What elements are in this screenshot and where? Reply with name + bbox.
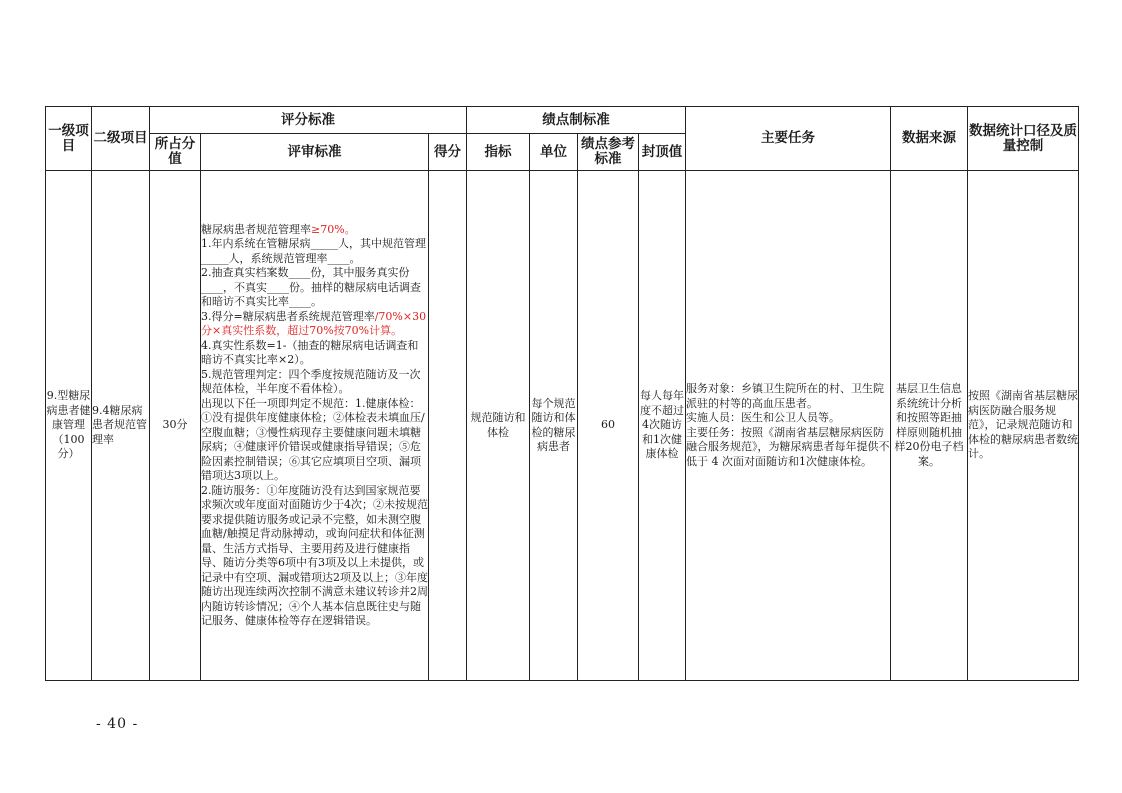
- header-level2: 二级项目: [92, 107, 150, 171]
- task-line-3: 主要任务：按照《湖南省基层糖尿病医防融合服务规范》，为糖尿病患者每年提供不低于 4 次面对面随访和1次健康体检。: [686, 425, 890, 468]
- criteria-line-2: 1.年内系统在管糖尿病_____人，其中规范管理 _____人，系统规范管理率____。: [201, 237, 426, 265]
- cell-score: [429, 171, 467, 681]
- header-unit: 单位: [530, 134, 578, 171]
- task-line-2: 实施人员：医生和公卫人员等。: [686, 411, 841, 424]
- header-data-source: 数据来源: [891, 107, 968, 171]
- table-row: [46, 171, 1079, 681]
- criteria-red-formula: /70%×30分×真实性系数，超过70%按70%计算。: [201, 309, 427, 337]
- criteria-line-7: 出现以下任一项即判定不规范：1.健康体检：①没有提供年度健康体检；②体检表未填血压/空腹血糖；③慢性病现存主要健康问题未填糖尿病；④健康评价错误或健康指导错误；⑤危险因素控制错误；⑥其它应填项目空项、漏项错项达3项以上。: [201, 396, 425, 482]
- header-row-1: [46, 107, 1079, 134]
- header-score-weight: 所占分值: [150, 134, 201, 171]
- cell-level1: 9.型糖尿病患者健康管理（100分）: [46, 171, 92, 681]
- cell-level2: 9.4糖尿病患者规范管理率: [92, 171, 150, 681]
- header-perf-group: 绩点制标准: [467, 107, 686, 134]
- task-line-1: 服务对象：乡镇卫生院所在的村、卫生院派驻的村等的高血压患者。: [686, 382, 885, 410]
- header-level1: 一级项目: [46, 107, 92, 171]
- criteria-line-1: 糖尿病患者规范管理率≥70%。: [201, 222, 356, 236]
- header-main-task: 主要任务: [686, 107, 891, 171]
- criteria-red-target: ≥70%。: [311, 222, 356, 236]
- cell-stat-control: 按照《湖南省基层糖尿病医防融合服务规范》，记录规范随访和体检的糖尿病患者数统计。: [968, 171, 1079, 681]
- cell-main-task: [686, 171, 891, 681]
- header-score: 得分: [429, 134, 467, 171]
- cell-data-source: 基层卫生信息系统统计分析和按照等距抽样原则随机抽样20份电子档案。: [891, 171, 968, 681]
- cell-unit: 每个规范随访和体检的糖尿病患者: [530, 171, 578, 681]
- cell-indicator: 规范随访和体检: [467, 171, 530, 681]
- cell-criteria: [201, 171, 429, 681]
- header-perf-ref: 绩点参考标准: [578, 134, 639, 171]
- page-number: - 40 -: [96, 716, 139, 732]
- header-stat-control: 数据统计口径及质量控制: [968, 107, 1079, 171]
- cell-weight: 30分: [150, 171, 201, 681]
- assessment-table: [45, 106, 1079, 681]
- criteria-line-4: 3.得分=糖尿病患者系统规范管理率/70%×30分×真实性系数，超过70%按70%计算。: [201, 309, 427, 337]
- criteria-line-8: 2.随访服务：①年度随访没有达到国家规范要求频次或年度面对面随访少于4次；②未按规范要求提供随访服务或记录不完整，如未测空腹血糖/触摸足背动脉搏动，或询问症状和体征测量、生活方式指导、主要用药及进行健康指导、随访分类等6项中有3项及以上未提供，或记录中有空项、漏或错项达2项及以上；③年度随访出现连续两次控制不满意未建议转诊并2周内随访转诊情况；④个人基本信息既往史与随记服务、健康体检等存在逻辑错误。: [201, 483, 428, 627]
- criteria-line-3: 2.抽查真实档案数____份，其中服务真实份____，不真实____份。抽样的糖尿病电话调查和暗访不真实比率____。: [201, 266, 421, 308]
- header-cap: 封顶值: [639, 134, 686, 171]
- cell-cap: 每人每年度不超过4次随访和1次健康体检: [639, 171, 686, 681]
- criteria-line-5: 4.真实性系数=1-（抽查的糖尿病电话调查和暗访不真实比率×2）。: [201, 338, 419, 366]
- cell-perf-ref: 60: [578, 171, 639, 681]
- header-review-criteria: 评审标准: [201, 134, 429, 171]
- header-indicator: 指标: [467, 134, 530, 171]
- header-score-group: 评分标准: [150, 107, 467, 134]
- criteria-line-6: 5.规范管理判定：四个季度按规范随访及一次规范体检，半年度不看体检）。: [201, 367, 421, 395]
